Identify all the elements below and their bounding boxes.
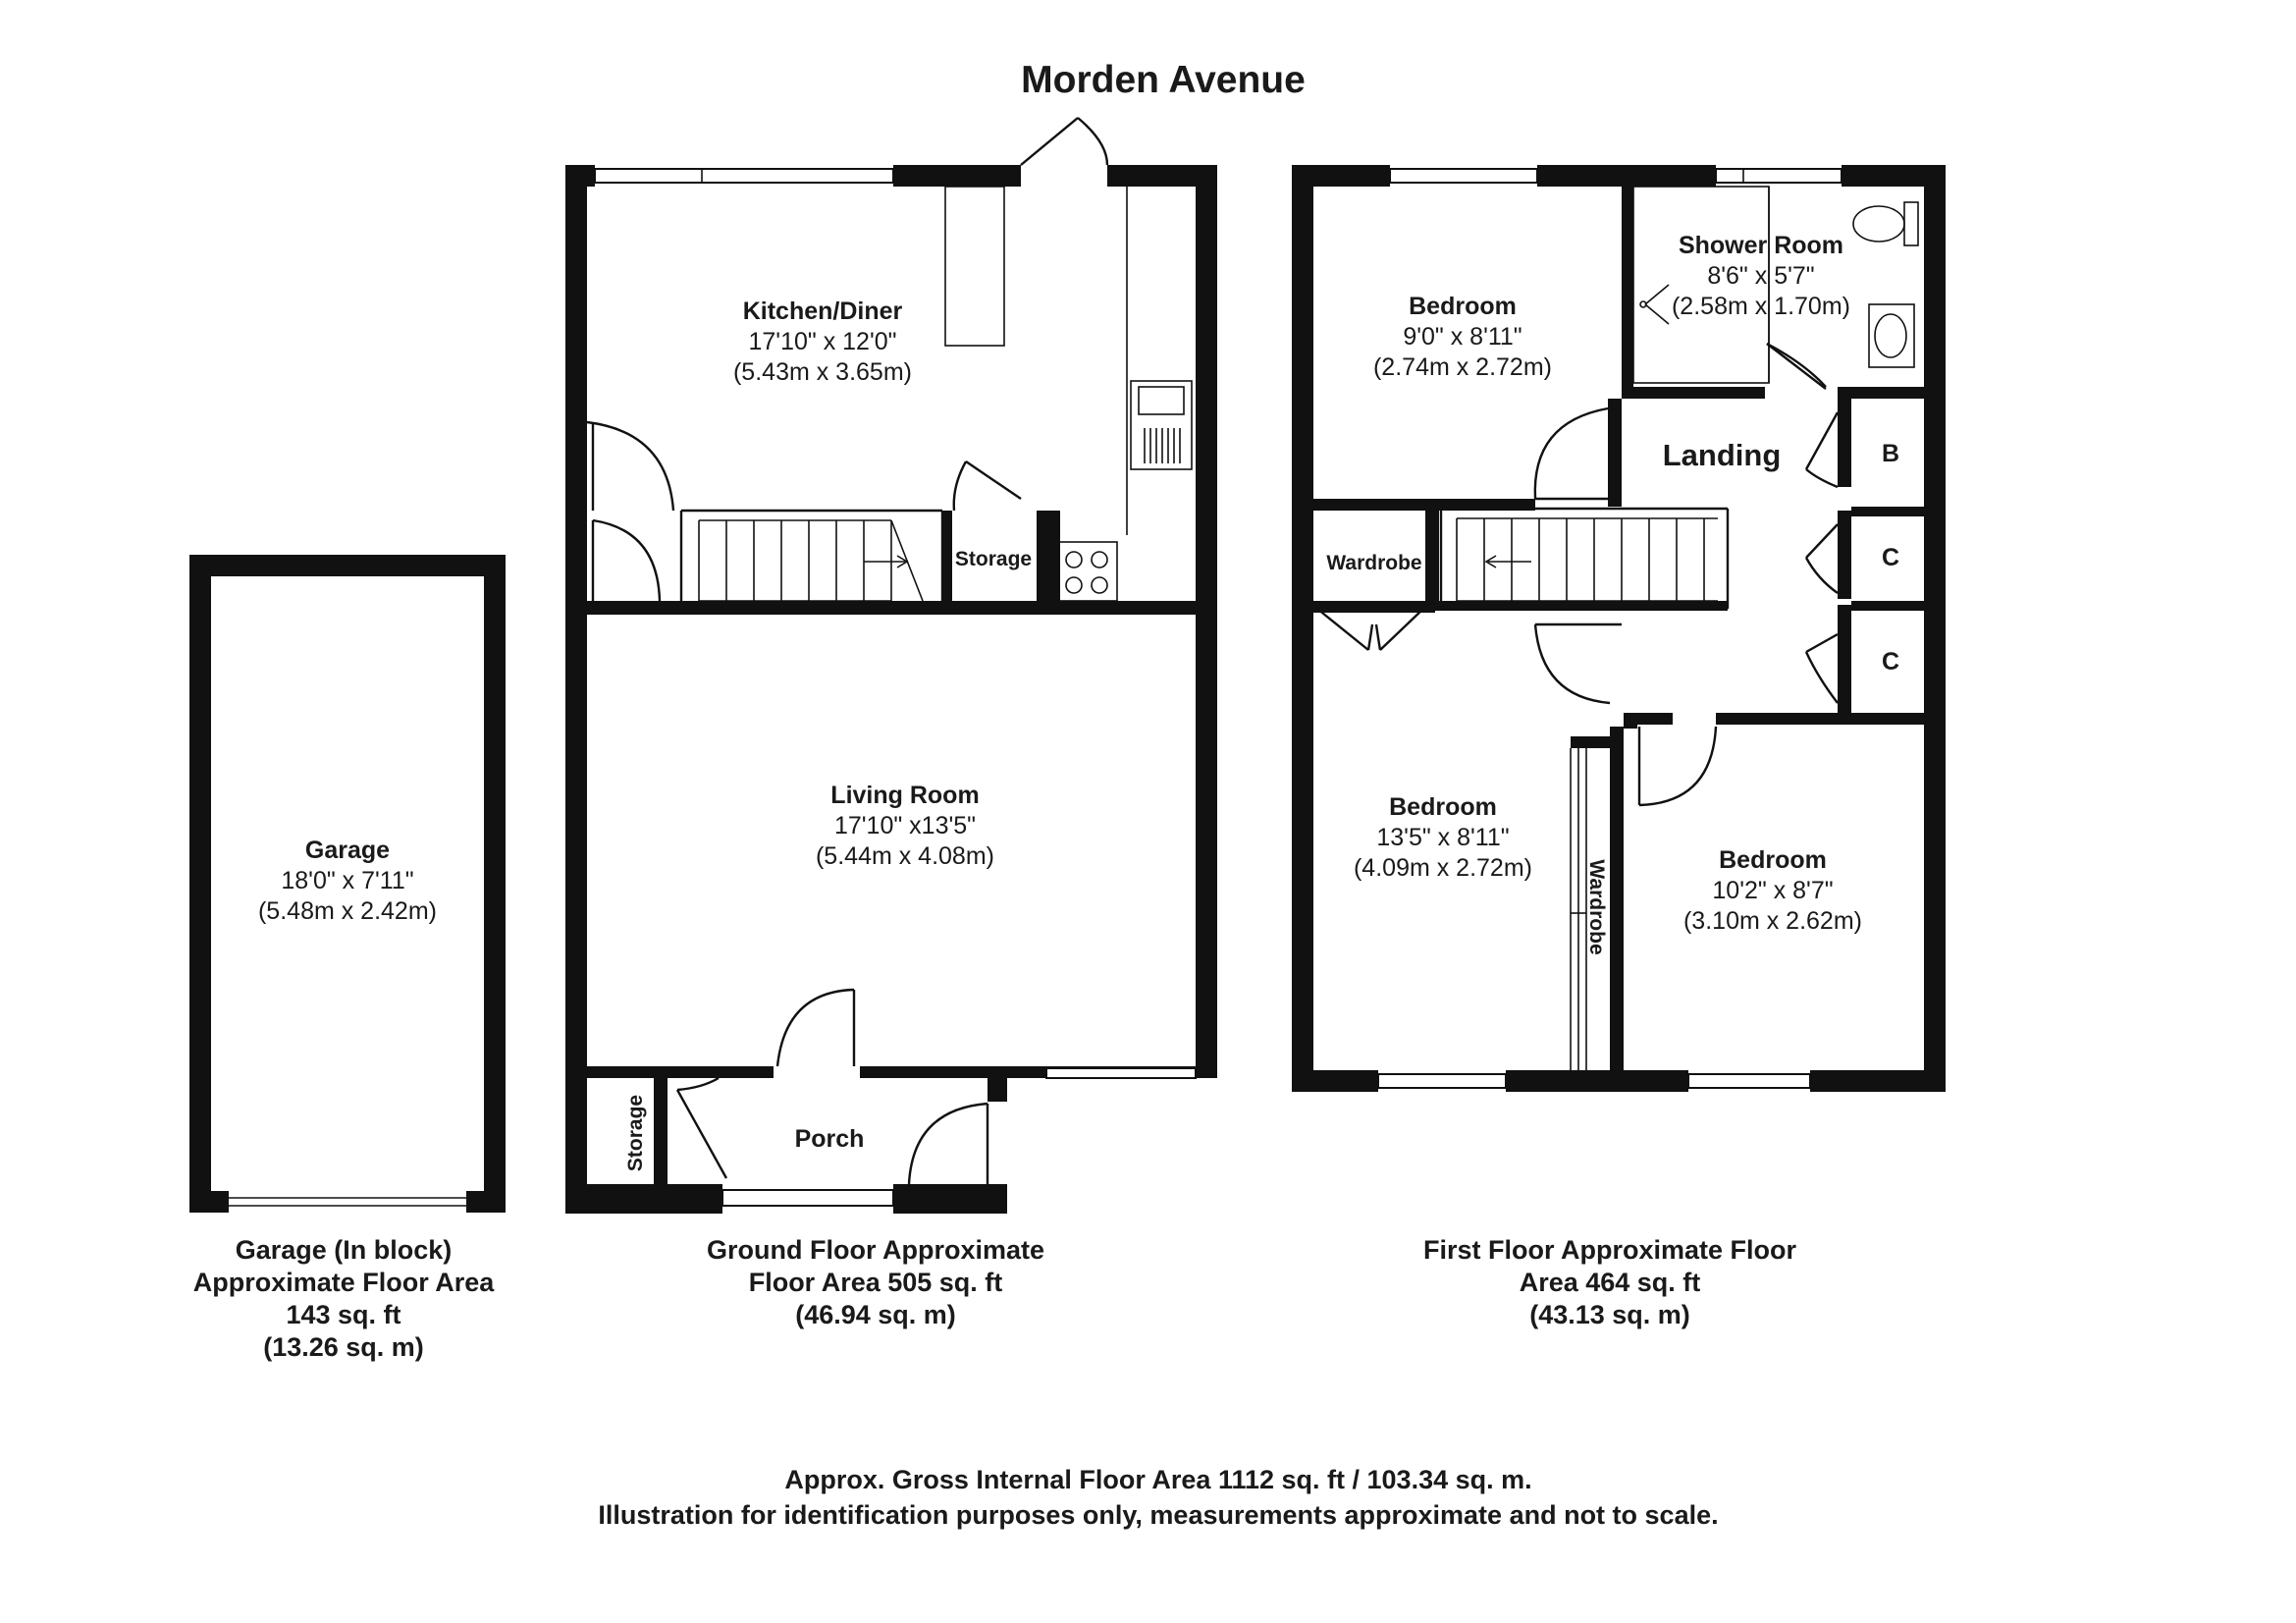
- first-caption-2: Area 464 sq. ft: [1519, 1268, 1701, 1297]
- ground-floor-plan: [565, 118, 1217, 1214]
- bedroom1-imperial: 9'0" x 8'11": [1403, 323, 1522, 351]
- cupboard-b-label: B: [1881, 440, 1900, 467]
- first-caption-3: (43.13 sq. m): [1529, 1300, 1690, 1329]
- porch-label: Porch: [794, 1125, 865, 1153]
- bedroom1-label: Bedroom: [1409, 293, 1517, 320]
- kitchen-imperial: 17'10" x 12'0": [748, 328, 897, 355]
- footer-area: Approx. Gross Internal Floor Area 1112 sq. ft / 103.34 sq. m.: [784, 1465, 1532, 1494]
- cupboard-c2-label: C: [1881, 648, 1900, 676]
- storage-upper-label: Storage: [954, 548, 1033, 570]
- landing-label: Landing: [1662, 438, 1782, 472]
- bedroom3-imperial: 10'2" x 8'7": [1712, 877, 1834, 904]
- bedroom3-metric: (3.10m x 2.62m): [1682, 907, 1863, 935]
- living-metric: (5.44m x 4.08m): [815, 842, 995, 870]
- living-imperial: 17'10" x13'5": [833, 812, 977, 839]
- bedroom2-imperial: 13'5" x 8'11": [1376, 824, 1510, 851]
- garage-caption-4: (13.26 sq. m): [263, 1332, 424, 1362]
- bedroom1-metric: (2.74m x 2.72m): [1372, 353, 1553, 381]
- first-caption-1: First Floor Approximate Floor: [1422, 1235, 1797, 1265]
- garage-metric: (5.48m x 2.42m): [257, 897, 438, 925]
- footer-disclaimer: Illustration for identification purposes only, measurements approximate and not to scale.: [598, 1500, 1719, 1530]
- garage-imperial: 18'0" x 7'11": [281, 867, 414, 894]
- shower-room-label: Shower Room: [1678, 232, 1844, 259]
- kitchen-metric: (5.43m x 3.65m): [732, 358, 913, 386]
- wardrobe2-label: Wardrobe: [1585, 859, 1608, 955]
- ground-caption-3: (46.94 sq. m): [795, 1300, 956, 1329]
- bedroom3-label: Bedroom: [1719, 846, 1827, 874]
- bedroom2-label: Bedroom: [1389, 793, 1497, 821]
- garage-caption-1: Garage (In block): [235, 1235, 453, 1265]
- garage-label: Garage: [304, 837, 391, 864]
- garage-caption-2: Approximate Floor Area: [192, 1268, 495, 1297]
- bedroom2-metric: (4.09m x 2.72m): [1353, 854, 1533, 882]
- garage-caption-3: 143 sq. ft: [286, 1300, 401, 1329]
- ground-caption-1: Ground Floor Approximate: [707, 1235, 1044, 1265]
- living-label: Living Room: [830, 782, 980, 809]
- plan-title: Morden Avenue: [1021, 59, 1306, 101]
- wardrobe1-label: Wardrobe: [1326, 552, 1422, 574]
- ground-caption-2: Floor Area 505 sq. ft: [748, 1268, 1003, 1297]
- storage-lower-label: Storage: [624, 1094, 647, 1172]
- shower-room-metric: (2.58m x 1.70m): [1671, 293, 1851, 320]
- kitchen-label: Kitchen/Diner: [742, 298, 903, 325]
- cupboard-c1-label: C: [1881, 544, 1900, 571]
- shower-room-imperial: 8'6" x 5'7": [1707, 262, 1815, 290]
